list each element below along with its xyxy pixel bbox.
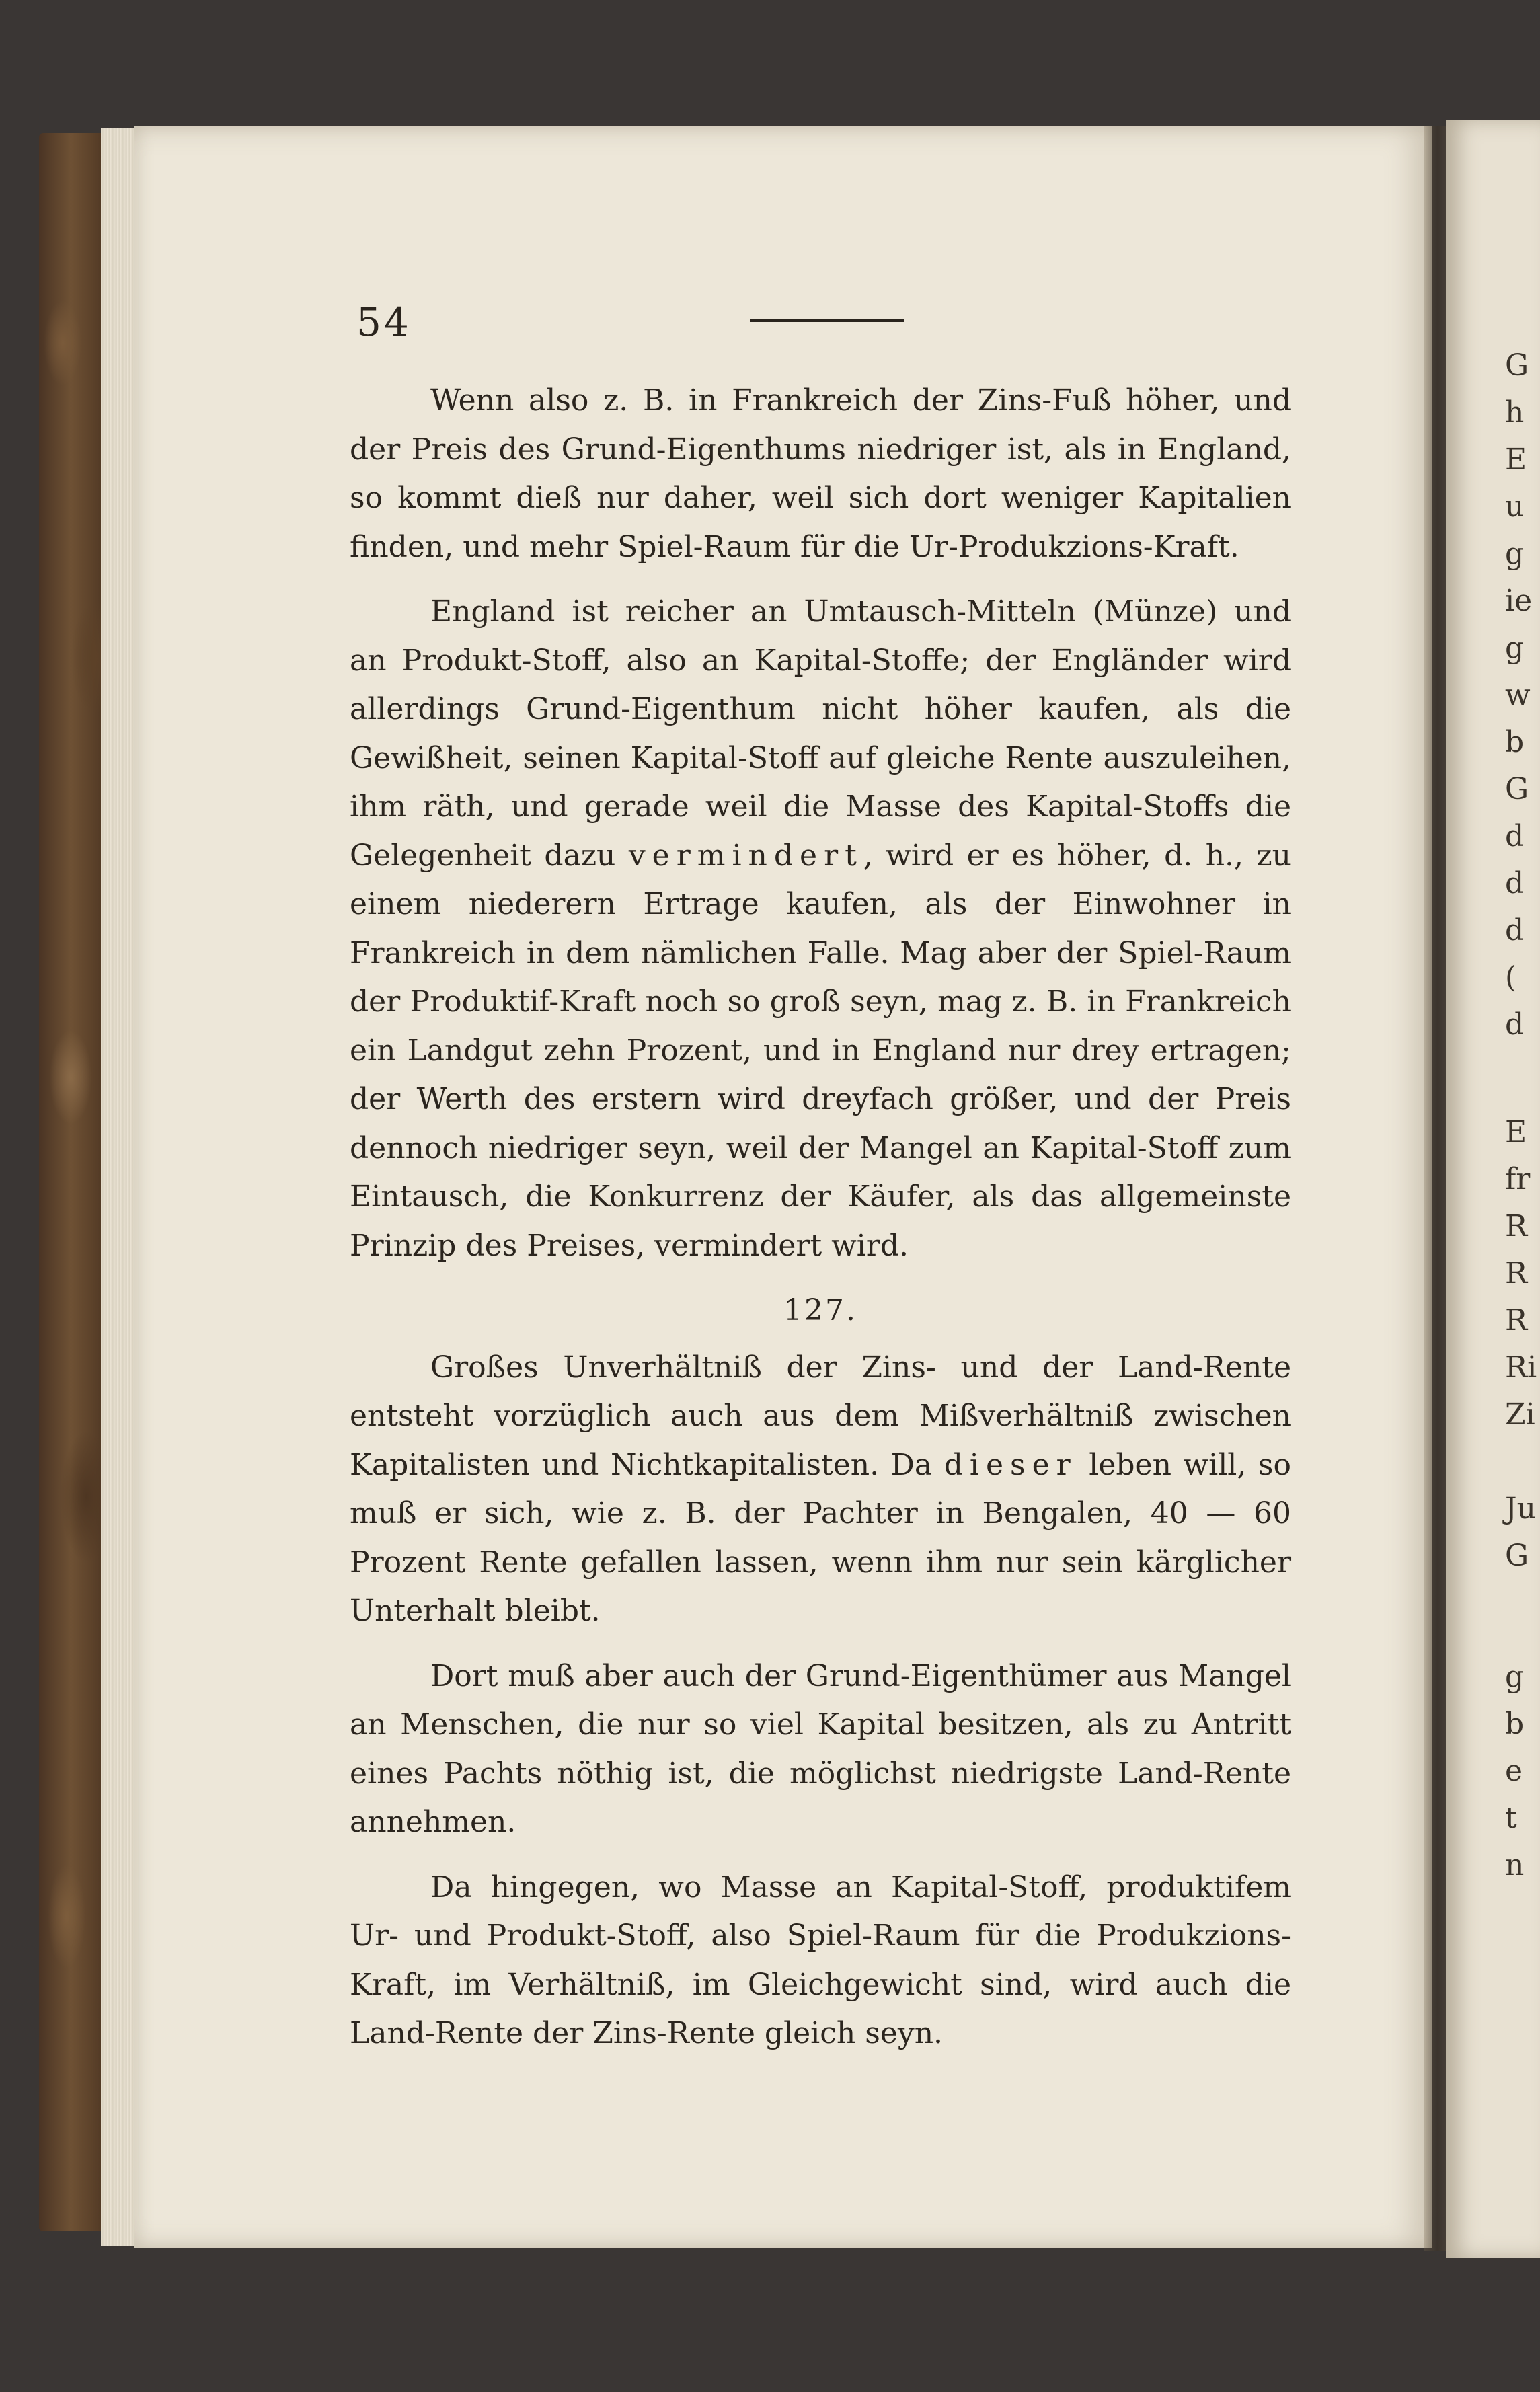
paragraph-3-text-b: leben will, so muß er sich, wie z. B. der Pachter in Bengalen, 40 — 60 Prozent Rente gefallen lassen, wenn ihm nur sein kärglicher Unterhalt bleibt.	[350, 1447, 1291, 1628]
right-page-letter: E	[1505, 1115, 1527, 1149]
body-text	[350, 377, 1291, 2075]
emphasis-dieser: dieser	[944, 1447, 1077, 1482]
right-page-letter: (	[1505, 960, 1517, 995]
right-page-fragment	[1446, 120, 1540, 2258]
right-page-letter: d	[1505, 819, 1525, 853]
paragraph-2-text-a: England ist reicher an Umtausch-Mitteln (Münze) und an Produkt-Stoff, also an Kapital-Stoffe; der Engländer wird allerdings Grund-Eigenthum nicht höher kaufen, als die Gewißheit, seinen Kapital-Stoff auf gleiche Rente auszuleihen, ihm räth, und gerade weil die Masse des Kapital-Stoffs die Gelegenheit dazu	[350, 594, 1291, 873]
paragraph-4: Dort muß aber auch der Grund-Eigenthümer aus Mangel an Menschen, die nur so viel Kapital besitzen, als zu Antritt eines Pachts nöthig ist, die möglichst niedrigste Land-Rente annehmen.	[350, 1658, 1291, 1839]
right-page-letter: n	[1505, 1848, 1525, 1882]
section-number: 127.	[783, 1293, 857, 1327]
paragraph-2	[350, 588, 1291, 1270]
right-page-letter: u	[1505, 490, 1525, 524]
right-page-letter: Zi	[1505, 1397, 1535, 1432]
header-rule	[750, 319, 904, 322]
right-page-letter: b	[1505, 1707, 1525, 1741]
paragraph-5: Da hingegen, wo Masse an Kapital-Stoff, produktifem Ur- und Produkt-Stoff, also Spiel-Raum für die Produkzions-Kraft, im Verhältniß, im Gleichgewicht sind, wird auch die Land-Rente der Zins-Rente gleich seyn.	[350, 1869, 1291, 2050]
right-page-letter: Ri	[1505, 1350, 1537, 1385]
right-page-letter: R	[1505, 1303, 1528, 1338]
right-page-letter: ie	[1505, 584, 1533, 618]
right-page-letter: g	[1505, 631, 1525, 665]
right-page-letter: g	[1505, 1660, 1525, 1694]
page-header	[356, 299, 1291, 353]
paragraph-3-text-a: Großes Unverhältniß der Zins- und der Land-Rente entsteht vorzüglich auch aus dem Mißverhältniß zwischen Kapitalisten und Nichtkapitalisten. Da	[350, 1350, 1291, 1482]
right-page-letter: Ju	[1505, 1492, 1536, 1526]
right-page-letter: G	[1505, 1539, 1529, 1573]
right-page-letter: d	[1505, 866, 1525, 900]
right-page-letter: t	[1505, 1801, 1517, 1835]
paragraph-2-text-b: , wird er es höher, d. h., zu einem niederern Ertrage kaufen, als der Einwohner in Frankreich in dem nämlichen Falle. Mag aber der Spiel-Raum der Produktif-Kraft noch so groß seyn, mag z. B. in Frankreich ein Landgut zehn Prozent, und in England nur drey ertragen; der Werth des erstern wird dreyfach größer, und der Preis dennoch niedriger seyn, weil der Mangel an Kapital-Stoff zum Eintausch, die Konkurrenz der Käufer, als das allgemeinste Prinzip des Preises, vermindert wird.	[350, 838, 1291, 1263]
right-page-letter: R	[1505, 1256, 1528, 1290]
right-page-letter: E	[1505, 442, 1527, 477]
paragraph-1: Wenn also z. B. in Frankreich der Zins-Fuß höher, und der Preis des Grund-Eigenthums niedriger ist, als in England, so kommt dieß nur daher, weil sich dort weniger Kapitalien finden, und mehr Spiel-Raum für die Ur-Produkzions-Kraft.	[350, 383, 1291, 564]
page-number: 54	[356, 299, 412, 345]
right-page-letter: h	[1505, 395, 1525, 430]
right-page-letter: R	[1505, 1209, 1528, 1243]
paragraph-3	[350, 1344, 1291, 1636]
emphasis-vermindert: vermindert	[628, 838, 863, 873]
right-page-letter: G	[1505, 348, 1529, 383]
right-page-letter: e	[1505, 1754, 1523, 1788]
right-page-letter: w	[1505, 678, 1531, 712]
right-page-letter: g	[1505, 537, 1525, 571]
right-page-letter: d	[1505, 1007, 1525, 1042]
right-page-letter: d	[1505, 913, 1525, 948]
right-page-letter: fr	[1505, 1162, 1531, 1196]
right-page-letter: b	[1505, 725, 1525, 759]
right-page-letter: G	[1505, 772, 1529, 806]
